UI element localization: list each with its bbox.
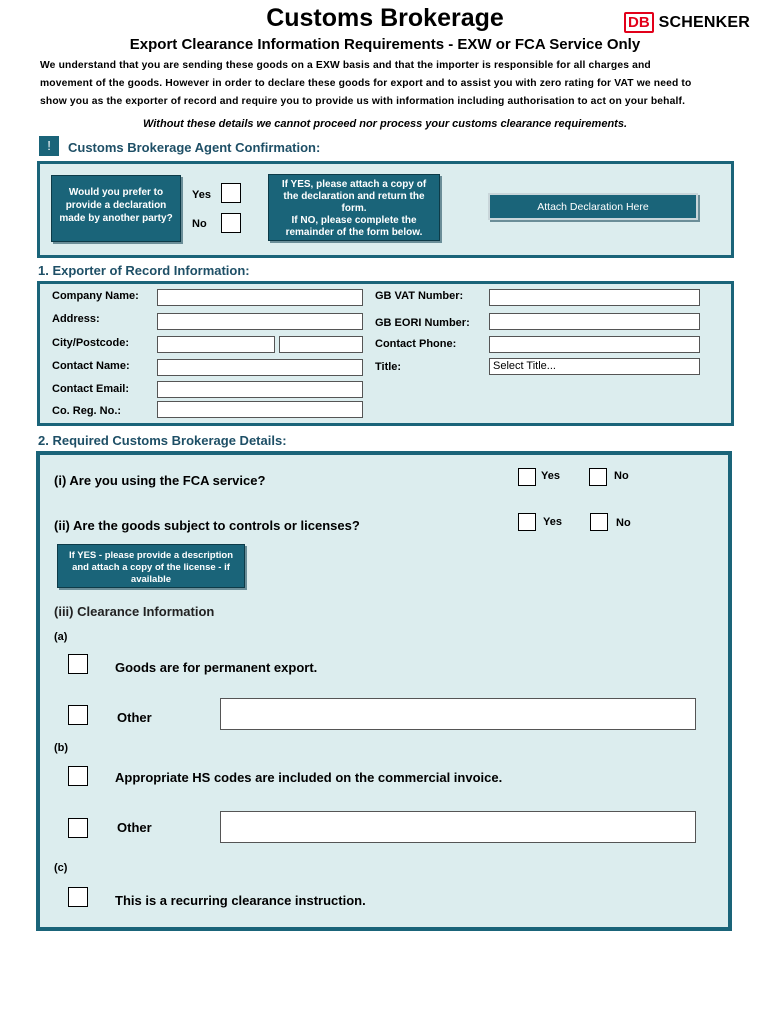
other-b-input[interactable]: [220, 811, 696, 843]
option-b-label: (b): [54, 742, 69, 754]
option-a-label: (a): [54, 631, 68, 643]
agent-section-title: Customs Brokerage Agent Confirmation:: [68, 140, 321, 155]
permanent-export-checkbox[interactable]: [68, 654, 88, 674]
gb-vat-input[interactable]: [489, 289, 700, 306]
alert-icon: !: [39, 136, 59, 156]
hs-codes-text: Appropriate HS codes are included on the commercial invoice.: [115, 770, 503, 785]
option-c-label: (c): [54, 862, 68, 874]
recurring-checkbox[interactable]: [68, 887, 88, 907]
contact-email-input[interactable]: [157, 381, 363, 398]
intro-text: [40, 57, 740, 111]
other-b-label: Other: [117, 820, 152, 835]
gb-eori-input[interactable]: [489, 313, 700, 330]
title-select[interactable]: Select Title...: [489, 358, 700, 375]
controls-no-checkbox[interactable]: [590, 513, 608, 531]
controls-yes-label: Yes: [543, 516, 562, 528]
permanent-export-text: Goods are for permanent export.: [115, 660, 318, 675]
page-title: Customs Brokerage: [266, 4, 504, 32]
fca-yes-label: Yes: [541, 470, 560, 482]
address-input[interactable]: [157, 313, 363, 330]
company-name-input[interactable]: [157, 289, 363, 306]
agent-no-label: No: [192, 218, 207, 230]
db-logo-mark: DB: [624, 12, 654, 33]
fca-no-label: No: [614, 470, 629, 482]
recurring-text: This is a recurring clearance instruction.: [115, 893, 366, 908]
contact-email-label: Contact Email:: [52, 383, 130, 395]
fca-yes-checkbox[interactable]: [518, 468, 536, 486]
contact-phone-label: Contact Phone:: [375, 338, 457, 350]
company-logo: [624, 12, 750, 33]
instruction-no: If NO, please complete the remainder of the form below.: [285, 215, 423, 238]
contact-name-label: Contact Name:: [52, 360, 130, 372]
details-section-title: 2. Required Customs Brokerage Details:: [38, 433, 287, 448]
other-a-input[interactable]: [220, 698, 696, 730]
other-a-label: Other: [117, 710, 152, 725]
controls-yes-checkbox[interactable]: [518, 513, 536, 531]
hs-codes-checkbox[interactable]: [68, 766, 88, 786]
contact-name-input[interactable]: [157, 359, 363, 376]
agent-yes-label: Yes: [192, 189, 211, 201]
co-reg-input[interactable]: [157, 401, 363, 418]
agent-yes-checkbox[interactable]: [221, 183, 241, 203]
intro-line: movement of the goods. However in order to declare these goods for export and to assist you with zero rating for VAT we need to: [40, 78, 692, 89]
clearance-info-heading: [54, 604, 214, 619]
company-name-label: Company Name:: [52, 290, 139, 302]
controls-question: (ii) Are the goods subject to controls or licenses?: [54, 518, 360, 533]
controls-no-label: No: [616, 517, 631, 529]
co-reg-label: Co. Reg. No.:: [52, 405, 122, 417]
page-subtitle: Export Clearance Information Requirements - EXW or FCA Service Only: [129, 36, 641, 53]
postcode-input[interactable]: [279, 336, 363, 353]
warning-text: Without these details we cannot proceed nor process your customs clearance requirements.: [142, 118, 628, 130]
address-label: Address:: [52, 313, 100, 325]
clearance-info-text: (iii) Clearance Information: [54, 604, 215, 619]
attach-declaration-button[interactable]: Attach Declaration Here: [488, 193, 698, 220]
exporter-section-title: 1. Exporter of Record Information:: [38, 263, 250, 278]
instruction-yes: If YES, please attach a copy of the declaration and return the form.: [281, 179, 427, 214]
fca-no-checkbox[interactable]: [589, 468, 607, 486]
city-postcode-label: City/Postcode:: [52, 337, 130, 349]
title-label: Title:: [375, 361, 402, 373]
other-a-checkbox[interactable]: [68, 705, 88, 725]
gb-vat-label: GB VAT Number:: [375, 290, 464, 302]
license-note: If YES - please provide a description and attach a copy of the license - if available: [57, 544, 245, 588]
intro-line: show you as the exporter of record and require you to provide us with information including authorisation to act on your behalf.: [40, 96, 686, 107]
gb-eori-label: GB EORI Number:: [375, 317, 470, 329]
city-input[interactable]: [157, 336, 275, 353]
agent-no-checkbox[interactable]: [221, 213, 241, 233]
declaration-question: Would you prefer to provide a declaration made by another party?: [51, 175, 181, 242]
schenker-wordmark: SCHENKER: [658, 13, 751, 31]
contact-phone-input[interactable]: [489, 336, 700, 353]
other-b-checkbox[interactable]: [68, 818, 88, 838]
intro-line: We understand that you are sending these goods on a EXW basis and that the importer is responsible for all charges and: [40, 60, 651, 71]
fca-question: (i) Are you using the FCA service?: [54, 473, 266, 488]
agent-instructions: [268, 174, 440, 241]
